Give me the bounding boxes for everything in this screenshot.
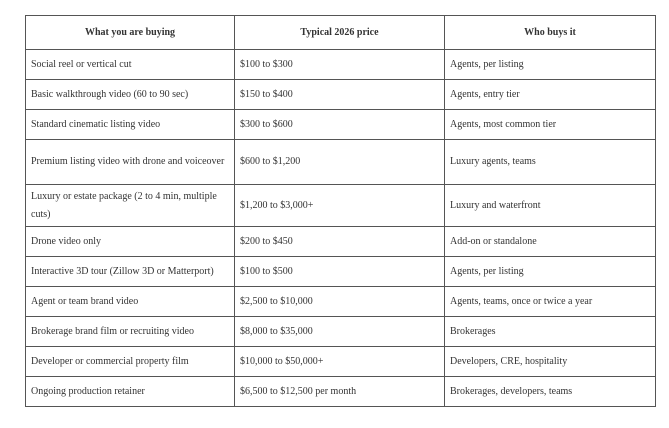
table-row	[26, 347, 656, 377]
cell-buyer: Add-on or standalone	[445, 227, 656, 257]
header-what-you-are-buying: What you are buying	[26, 16, 235, 50]
cell-item: Premium listing video with drone and voiceover	[26, 140, 235, 185]
cell-buyer: Agents, most common tier	[445, 110, 656, 140]
cell-price: $10,000 to $50,000+	[235, 347, 445, 377]
cell-item: Standard cinematic listing video	[26, 110, 235, 140]
cell-item: Luxury or estate package (2 to 4 min, multiple cuts)	[26, 185, 235, 227]
cell-price: $150 to $400	[235, 80, 445, 110]
cell-buyer: Luxury and waterfront	[445, 185, 656, 227]
cell-price: $100 to $300	[235, 50, 445, 80]
cell-item: Drone video only	[26, 227, 235, 257]
table-row	[26, 110, 656, 140]
cell-price: $100 to $500	[235, 257, 445, 287]
cell-item: Agent or team brand video	[26, 287, 235, 317]
cell-item: Brokerage brand film or recruiting video	[26, 317, 235, 347]
header-typical-price: Typical 2026 price	[235, 16, 445, 50]
table-header-row	[26, 16, 656, 50]
table-row	[26, 185, 656, 227]
cell-price: $1,200 to $3,000+	[235, 185, 445, 227]
cell-buyer: Agents, teams, once or twice a year	[445, 287, 656, 317]
cell-item: Ongoing production retainer	[26, 377, 235, 407]
cell-buyer: Brokerages, developers, teams	[445, 377, 656, 407]
cell-item: Social reel or vertical cut	[26, 50, 235, 80]
cell-buyer: Agents, entry tier	[445, 80, 656, 110]
cell-buyer: Agents, per listing	[445, 257, 656, 287]
cell-item: Interactive 3D tour (Zillow 3D or Matterport)	[26, 257, 235, 287]
cell-price: $600 to $1,200	[235, 140, 445, 185]
table-row	[26, 287, 656, 317]
cell-buyer: Brokerages	[445, 317, 656, 347]
table-row	[26, 317, 656, 347]
cell-buyer: Developers, CRE, hospitality	[445, 347, 656, 377]
cell-price: $8,000 to $35,000	[235, 317, 445, 347]
table-row	[26, 257, 656, 287]
cell-price: $2,500 to $10,000	[235, 287, 445, 317]
table-row	[26, 377, 656, 407]
pricing-table	[25, 15, 656, 407]
table-row	[26, 140, 656, 185]
cell-buyer: Agents, per listing	[445, 50, 656, 80]
cell-item: Basic walkthrough video (60 to 90 sec)	[26, 80, 235, 110]
table-row	[26, 50, 656, 80]
cell-price: $200 to $450	[235, 227, 445, 257]
cell-buyer: Luxury agents, teams	[445, 140, 656, 185]
cell-price: $6,500 to $12,500 per month	[235, 377, 445, 407]
table-row	[26, 80, 656, 110]
table-row	[26, 227, 656, 257]
cell-item: Developer or commercial property film	[26, 347, 235, 377]
header-who-buys-it: Who buys it	[445, 16, 656, 50]
cell-price: $300 to $600	[235, 110, 445, 140]
